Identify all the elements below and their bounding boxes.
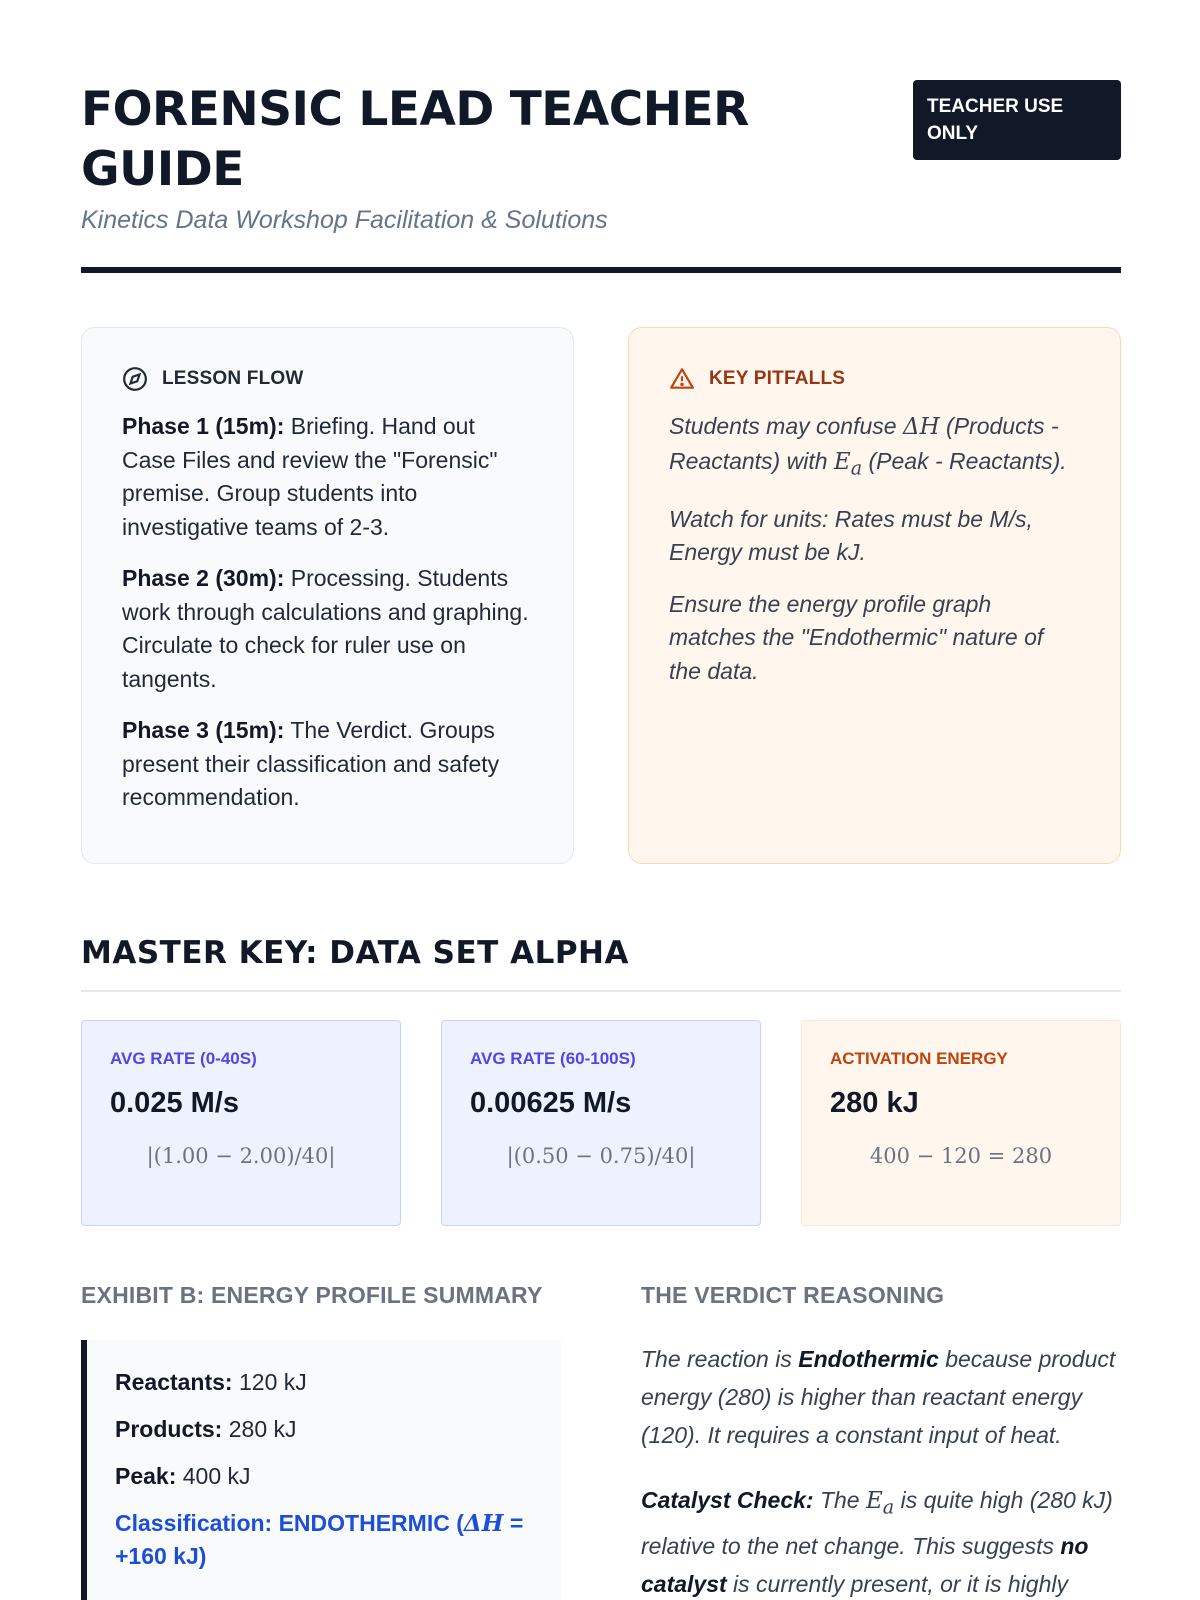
metric-value: 280 kJ [830, 1087, 919, 1119]
products-value: 280 kJ [222, 1416, 297, 1442]
peak-label: Peak: [115, 1463, 177, 1489]
verdict-p1-text-b: because product energy (280) is higher than reactant energy (120). It requires a constant input of heat. [641, 1346, 1116, 1448]
lesson-flow-heading [122, 366, 533, 392]
verdict-reasoning [641, 1340, 1126, 1600]
metric-label: AVG RATE (60-100S) [470, 1049, 636, 1068]
verdict-paragraph-2 [641, 1481, 1126, 1600]
verdict-p2-text-b: is quite high (280 kJ) relative to the net change. This suggests [641, 1487, 1113, 1559]
ea-symbol-sub: a [882, 1495, 895, 1519]
verdict-paragraph-1 [641, 1340, 1126, 1454]
pitfall-3: Ensure the energy profile graph matches the "Endothermic" nature of the data. [669, 590, 1044, 684]
phase-2-text: Processing. Students work through calculations and graphing. Circulate to check for ruler use on tangents. [122, 565, 529, 692]
catalyst-check-label: Catalyst Check: [641, 1487, 814, 1513]
metric-formula: |(0.50 − 0.75)/40| [506, 1144, 696, 1168]
delta-h-symbol: ΔH [902, 414, 940, 440]
phase-3 [122, 714, 533, 815]
verdict-heading: THE VERDICT REASONING [641, 1282, 945, 1308]
phase-3-label: Phase 3 (15m): [122, 717, 285, 743]
phase-3-text: The Verdict. Groups present their classification and safety recommendation. [122, 717, 500, 810]
metric-formula: 400 − 120 = 280 [869, 1144, 1053, 1168]
verdict-p2-text-a: The [813, 1487, 866, 1513]
phase-1 [122, 410, 533, 544]
page-subtitle: Kinetics Data Workshop Facilitation & Solutions [81, 206, 608, 234]
ea-symbol [833, 448, 863, 480]
master-key-title: MASTER KEY: DATA SET ALPHA [81, 935, 629, 971]
phase-1-label: Phase 1 (15m): [122, 413, 285, 439]
ea-symbol-e: E [833, 448, 851, 475]
metric-label: AVG RATE (0-40S) [110, 1049, 257, 1068]
warning-icon [669, 366, 695, 392]
header-divider [81, 267, 1121, 273]
verdict-p1-text-a: The reaction is [641, 1346, 799, 1372]
products-line [115, 1413, 533, 1445]
metric-label: ACTIVATION ENERGY [830, 1049, 1008, 1068]
lesson-flow-title: LESSON FLOW [162, 368, 304, 389]
verdict-p1-bold: Endothermic [798, 1346, 939, 1372]
key-pitfalls-title: KEY PITFALLS [709, 368, 846, 389]
metric-value: 0.025 M/s [110, 1087, 239, 1119]
pitfall-1-text-c: (Peak - Reactants). [862, 447, 1067, 474]
energy-profile-summary [81, 1340, 561, 1600]
delta-h-symbol: ΔH [463, 1510, 504, 1537]
reactants-value: 120 kJ [232, 1369, 307, 1395]
pitfall-1 [669, 410, 1080, 485]
pitfall-2: Watch for units: Rates must be M/s, Energy must be kJ. [669, 505, 1033, 566]
metric-value: 0.00625 M/s [470, 1087, 632, 1119]
teacher-use-badge: TEACHER USE ONLY [913, 80, 1121, 160]
page-header [81, 80, 1121, 235]
phase-2 [122, 562, 533, 696]
peak-value: 400 kJ [176, 1463, 251, 1489]
verdict-p2-bold: no catalyst [641, 1532, 1089, 1597]
metric-card-activation-energy [801, 1020, 1121, 1226]
reactants-line [115, 1366, 533, 1398]
phase-1-text: Briefing. Hand out Case Files and review the "Forensic" premise. Group students into investigative teams of 2-3. [122, 413, 498, 540]
ea-symbol-e: E [866, 1488, 883, 1514]
peak-line [115, 1460, 533, 1492]
classification-line [115, 1507, 533, 1572]
key-pitfalls-card [628, 327, 1121, 864]
metric-card-avg-rate-late [441, 1020, 761, 1226]
metric-card-avg-rate-early [81, 1020, 401, 1226]
classification-text-b: = +160 kJ) [115, 1510, 524, 1569]
ea-symbol [866, 1488, 895, 1519]
ea-symbol-sub: a [850, 456, 863, 480]
verdict-p2-text-c: is currently present, or it is highly [726, 1570, 1068, 1597]
products-label: Products: [115, 1416, 223, 1442]
pitfall-1-text-a: Students may confuse [669, 413, 903, 439]
reactants-label: Reactants: [115, 1369, 233, 1395]
compass-icon [122, 366, 148, 392]
phase-2-label: Phase 2 (30m): [122, 565, 285, 591]
master-key-divider [81, 990, 1121, 992]
exhibit-b-heading: EXHIBIT B: ENERGY PROFILE SUMMARY [81, 1282, 543, 1308]
page-title: FORENSIC LEAD TEACHER GUIDE [81, 82, 749, 197]
pitfall-1-text-b: (Products - Reactants) with [669, 413, 1059, 474]
lesson-flow-card [81, 327, 574, 864]
classification-text-a: Classification: ENDOTHERMIC ( [115, 1510, 464, 1536]
metric-formula: |(1.00 − 2.00)/40| [146, 1144, 336, 1168]
key-pitfalls-heading [669, 366, 1080, 392]
